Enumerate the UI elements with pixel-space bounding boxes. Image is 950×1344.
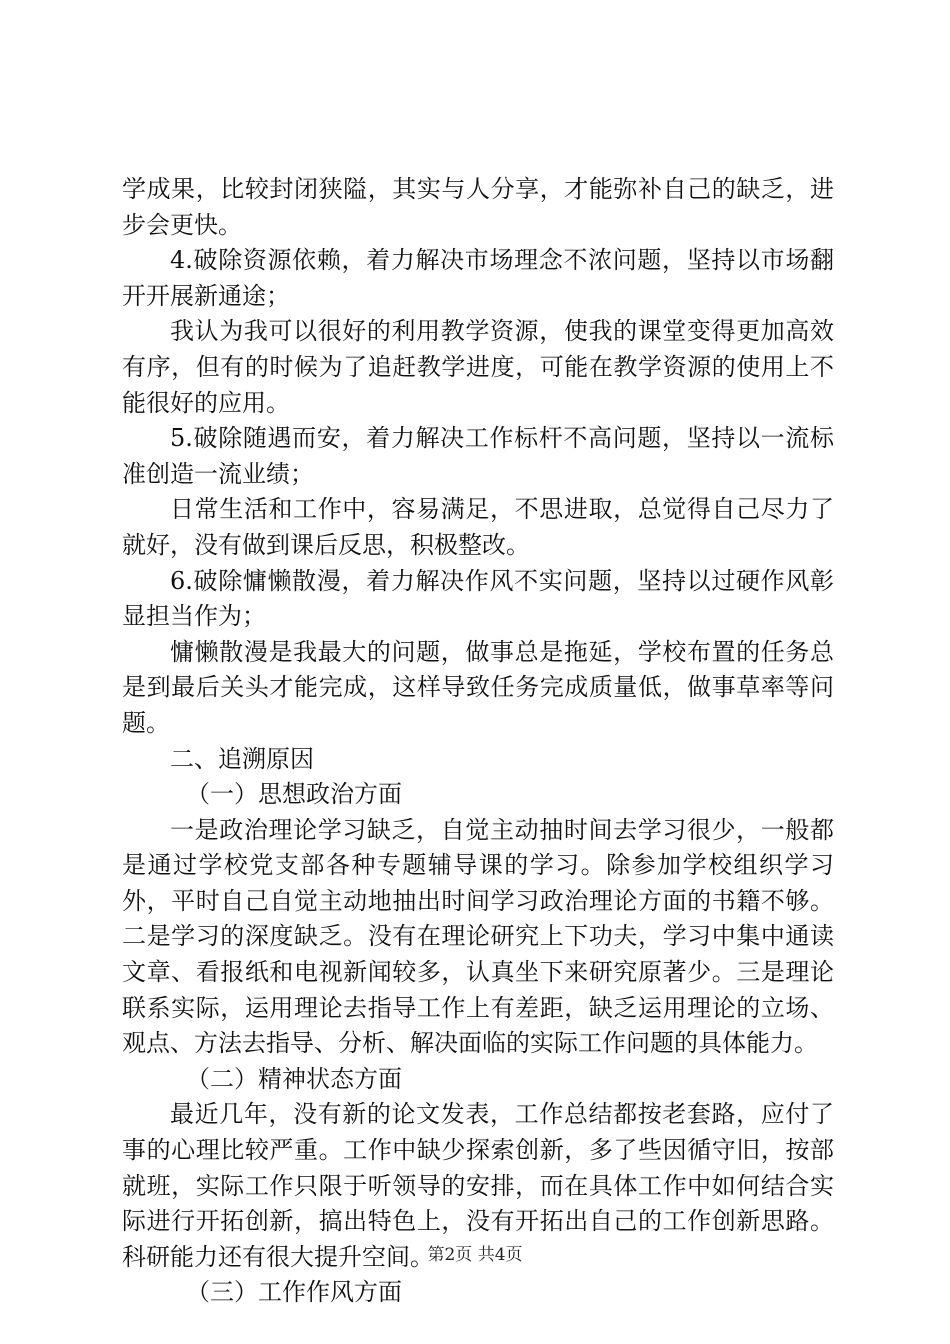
subsection-2-heading: （二）精神状态方面 — [186, 1064, 402, 1093]
page-number-footer: 第2页 共4页 — [427, 1245, 523, 1265]
item-6-body: 慵懒散漫是我最大的问题，做事总是拖延，学校布置的任务总是到最后关头才能完成，这样导致任务完成质量低，做事草率等问题。 — [122, 637, 834, 737]
subsection-1-heading: （一）思想政治方面 — [186, 780, 402, 809]
subsection-2-body: 最近几年，没有新的论文发表，工作总结都按老套路，应付了事的心理比较严重。工作中缺少探索创新，多了些因循守旧，按部就班，实际工作只限于听领导的安排，而在具体工作中如何结合实际进行开拓创新，搞出特色上，没有开拓出自己的工作创新思路。科研能力还有很大提升空间。 — [122, 1100, 834, 1271]
document-body — [122, 172, 834, 1311]
item-4-body: 我认为我可以很好的利用教学资源，使我的课堂变得更加高效有序，但有的时候为了追赶教学进度，可能在教学资源的使用上不能很好的应用。 — [122, 317, 834, 417]
item-5-body: 日常生活和工作中，容易满足，不思进取，总觉得自己尽力了就好，没有做到课后反思，积极整改。 — [122, 495, 834, 559]
item-5-heading: 5.破除随遇而安，着力解决工作标杆不高问题，坚持以一流标准创造一流业绩； — [122, 424, 834, 488]
subsection-3-heading: （三）工作作风方面 — [186, 1278, 402, 1307]
subsection-1-body: 一是政治理论学习缺乏，自觉主动抽时间去学习很少，一般都是通过学校党支部各种专题辅导课的学习。除参加学校组织学习外，平时自己自觉主动地抽出时间学习政治理论方面的书籍不够。二是学习的深度缺乏。没有在理论研究上下功夫，学习中集中通读文章、看报纸和电视新闻较多，认真坐下来研究原著少。三是理论联系实际，运用理论去指导工作上有差距，缺乏运用理论的立场、观点、方法去指导、分析、解决面临的实际工作问题的具体能力。 — [122, 815, 834, 1058]
item-6-heading: 6.破除慵懒散漫，着力解决作风不实问题，坚持以过硬作风彰显担当作为； — [122, 566, 834, 631]
section-2-heading: 二、追溯原因 — [170, 744, 314, 773]
item-4-heading: 4.破除资源依赖，着力解决市场理念不浓问题，坚持以市场翻开开展新通途； — [122, 246, 834, 310]
paragraph-continuation: 学成果，比较封闭狭隘，其实与人分享，才能弥补自己的缺乏，进步会更快。 — [122, 175, 834, 239]
